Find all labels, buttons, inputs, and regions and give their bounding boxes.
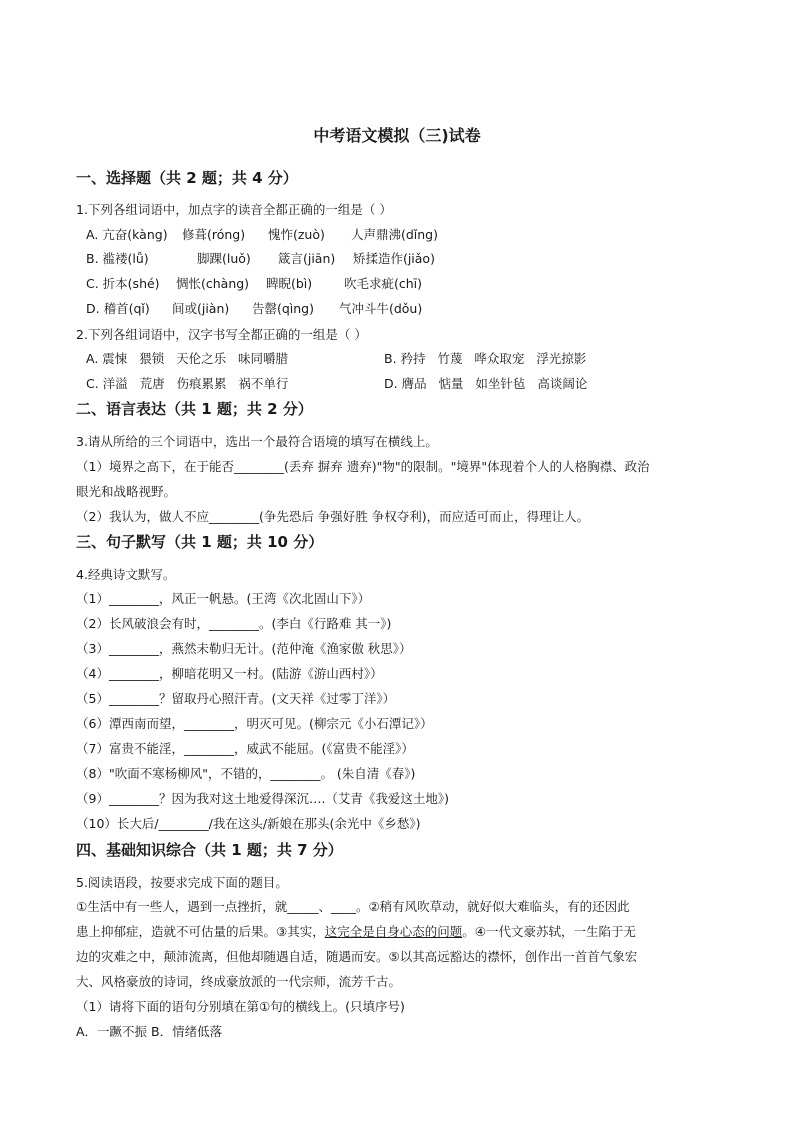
q5-part1: （1）请将下面的语句分别填在第①句的横线上。(只填序号) (76, 999, 405, 1014)
q1-a-word1: A. 亢奋(kàng) (86, 227, 168, 242)
q1-d-word2: 间或(jiàn) (171, 301, 230, 316)
q1-d-word3: 告罄(qìng) (251, 301, 314, 316)
q1-d-word4: 气冲斗牛(dǒu) (338, 301, 423, 316)
q1-option-d (86, 300, 422, 318)
section-3-heading: 三、句子默写（共 1 题；共 10 分） (76, 533, 324, 551)
q3-part2: （2）我认为，做人不应________(争先恐后 争强好胜 争权夺利)，而应适可而止，得理让人。 (76, 509, 590, 524)
q4-line-10: （10）长大后/________/我在这头/新娘在那头(余光中《乡愁》) (76, 816, 421, 831)
q3-part1-line1: （1）境界之高下，在于能否________(丢弃 摒弃 遗弃)"物"的限制。"境界"体现着个人的人格胸襟、政治 (76, 459, 650, 474)
q3-stem: 3.请从所给的三个词语中，选出一个最符合语境的填写在横线上。 (76, 434, 438, 449)
q1-c-word2: 惆怅(chàng) (175, 276, 250, 291)
q4-line-4: （4）________，柳暗花明又一村。(陆游《游山西村》） (76, 666, 383, 681)
q1-option-a (86, 226, 438, 244)
q1-b-word3: 箴言(jiān) (277, 251, 336, 266)
q1-option-c (86, 275, 422, 293)
q2-option-c (86, 375, 288, 393)
q2-option-b (384, 350, 586, 368)
q4-line-3: （3）________，燕然未勒归无计。(范仲淹《渔家傲 秋思》） (76, 641, 412, 656)
passage-line-4: 大、风格豪放的诗词，终成豪放派的一代宗师，流芳千古。 (76, 974, 402, 989)
q4-line-5: （5）________？留取丹心照汗青。(文天祥《过零丁洋》） (76, 691, 396, 706)
passage-line-2 (76, 923, 636, 941)
q2-option-b-text: B. 矜持 竹蔑 哗众取宠 浮光掠影 (384, 351, 587, 366)
q2-option-d-text: D. 膺品 惦量 如坐针毡 高谈阔论 (384, 376, 588, 391)
q1-a-word2: 修葺(róng) (181, 227, 246, 242)
q1-a-word4: 人声鼎沸(dǐng) (350, 227, 438, 242)
q2-option-c-text: C. 洋溢 荒唐 伤痕累累 祸不单行 (86, 376, 289, 391)
passage-line-2-tail: 。④一代文豪苏轼，一生陷于无 (462, 924, 636, 939)
exam-title: 中考语文模拟（三)试卷 (313, 126, 481, 145)
q5-stem: 5.阅读语段，按要求完成下面的题目。 (76, 875, 288, 890)
underlined-sentence: 这完全是自身心态的问题 (324, 924, 463, 939)
q1-b-word2: 脚踝(luǒ) (196, 251, 251, 266)
q2-option-a-text: A. 震悚 猥锁 天伦之乐 味同嚼腊 (86, 351, 289, 366)
q4-stem: 4.经典诗文默写。 (76, 567, 176, 582)
section-1-heading: 一、选择题（共 2 题；共 4 分） (76, 169, 298, 187)
q1-b-word4: 矫揉造作(jiǎo) (352, 251, 435, 266)
q4-line-6: （6）潭西南而望，________，明灭可见。(柳宗元《小石潭记》） (76, 716, 433, 731)
q1-c-word1: C. 折本(shé) (86, 276, 160, 291)
q1-c-word4: 吹毛求疵(chī) (343, 276, 422, 291)
passage-line-1: ①生活中有一些人，遇到一点挫折，就_____、____。②稍有风吹草动，就好似大难临头，有的还因此 (76, 899, 630, 914)
q4-line-9: （9）________？因为我对这土地爱得深沉….（艾青《我爱这土地》) (76, 791, 450, 806)
q2-option-a (86, 350, 288, 368)
q5-part1-options: A．一蹶不振 B．情绪低落 (76, 1024, 223, 1039)
q1-stem: 1.下列各组词语中，加点字的读音全都正确的一组是（ ） (76, 202, 392, 217)
q1-option-b (86, 250, 435, 268)
section-4-heading: 四、基础知识综合（共 1 题；共 7 分） (76, 841, 343, 859)
passage-line-3: 边的灾难之中，颠沛流离，但他却随遇自适，随遇而安。⑤以其高远豁达的襟怀，创作出一首首气象宏 (76, 949, 638, 964)
q3-part1-line2: 眼光和战略视野。 (76, 484, 177, 499)
q4-line-1: （1）________，风正一帆悬。(王湾《次北固山下》） (76, 591, 371, 606)
q2-option-d (384, 375, 587, 393)
q1-c-word3: 睥睨(bì) (265, 276, 313, 291)
section-2-heading: 二、语言表达（共 1 题；共 2 分） (76, 400, 313, 418)
q4-line-8: （8）"吹面不寒杨柳风"，不错的，________。 (朱自清《春》) (76, 766, 416, 781)
q1-a-word3: 愧怍(zuò) (267, 227, 325, 242)
q4-line-7: （7）富贵不能淫，________，威武不能屈。(《富贵不能淫》） (76, 741, 414, 756)
passage-line-2-head: 患上抑郁症，造就不可估量的后果。③其实， (76, 924, 325, 939)
q1-b-word1: B. 褴褛(lǚ) (86, 251, 149, 266)
q2-stem: 2.下列各组词语中，汉字书写全都正确的一组是（ ） (76, 327, 367, 342)
q4-line-2: （2）长风破浪会有时，________。(李白《行路难 其一》) (76, 616, 392, 631)
q1-d-word1: D. 稽首(qǐ) (86, 301, 150, 316)
